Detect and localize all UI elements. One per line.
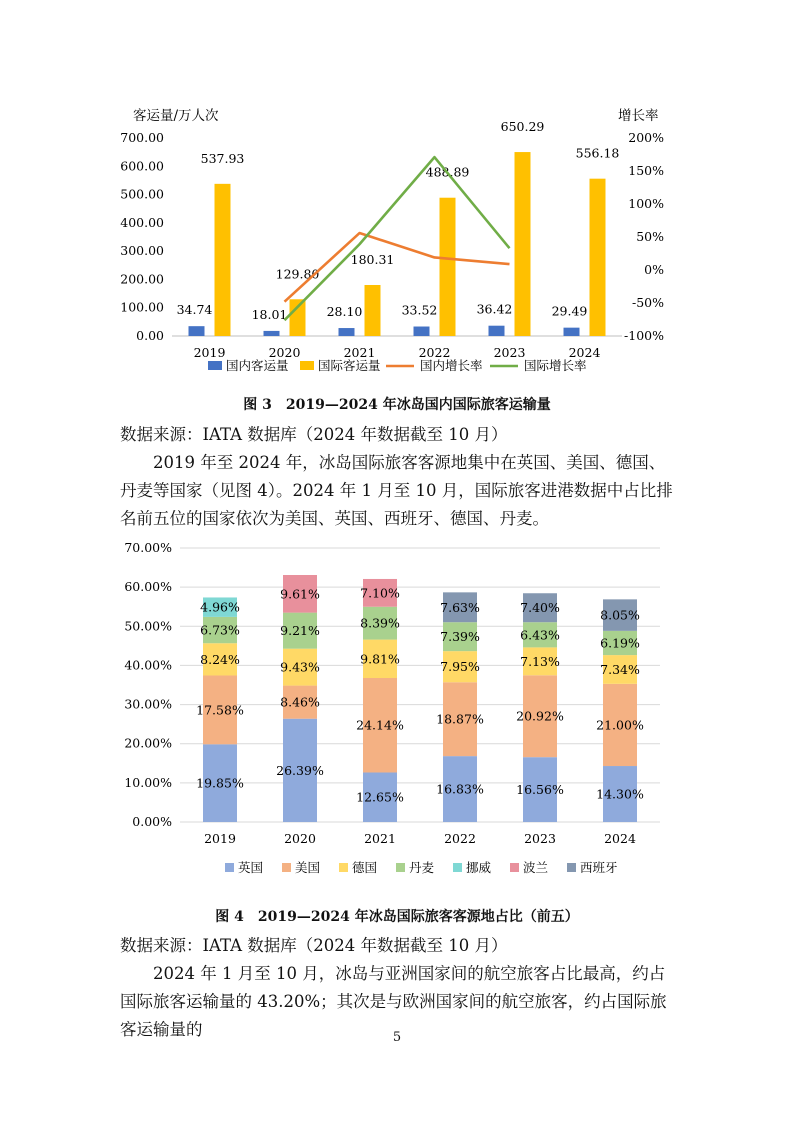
segment-value-label: 8.39% [360,615,400,631]
domestic-volume-bar [264,331,280,336]
y2-tick-label: 50% [636,229,664,244]
segment-value-label: 7.34% [600,661,640,677]
y2-tick-label: -50% [631,295,664,310]
domestic-volume-label: 36.42 [476,301,513,317]
y-tick-label: 70.00% [124,540,172,555]
segment-value-label: 16.56% [516,782,564,798]
legend-international-growth-label: 国际增长率 [524,358,587,373]
y-axis-title: 客运量/万人次 [133,108,219,124]
y2-axis-title: 增长率 [618,108,659,124]
legend-swatch-1 [282,863,291,872]
y2-tick-label: 100% [628,196,664,211]
segment-value-label: 20.92% [516,708,564,724]
segment-value-label: 8.46% [280,694,320,710]
international-volume-bar [215,184,231,336]
y-tick-label: 30.00% [124,696,172,712]
segment-value-label: 26.39% [276,762,324,778]
legend-swatch-4 [453,863,462,872]
y2-tick-label: 0% [644,262,664,277]
legend-label-5: 波兰 [523,860,549,875]
passenger-volume-chart [0,96,794,386]
segment-value-label: 16.83% [436,781,484,797]
y-tick-label: 20.00% [124,735,172,751]
segment-value-label: 7.40% [520,600,560,616]
segment-value-label: 7.10% [360,585,400,601]
x-tick-label: 2019 [193,345,226,360]
segment-value-label: 6.43% [520,627,560,643]
domestic-volume-label: 33.52 [401,302,438,318]
domestic-volume-label: 28.10 [326,304,363,320]
origin-share-chart [0,532,794,892]
segment-value-label: 9.61% [280,586,320,602]
domestic-volume-bar [414,327,430,336]
international-volume-label: 129.80 [275,266,320,282]
domestic-volume-label: 18.01 [251,306,288,322]
segment-value-label: 7.13% [520,653,560,669]
legend-swatch-2 [339,863,348,872]
legend-label-0: 英国 [238,860,264,875]
segment-value-label: 4.96% [200,599,240,615]
legend-swatch-5 [510,863,519,872]
legend-domestic-volume-label: 国内客运量 [226,358,289,373]
y2-tick-label: 150% [628,163,664,178]
legend-label-2: 德国 [352,860,378,875]
international-volume-label: 537.93 [200,150,245,166]
y-tick-label: 700.00 [120,130,164,145]
y-tick-label: 600.00 [120,158,164,174]
segment-value-label: 9.81% [360,651,400,667]
legend-domestic-growth-label: 国内增长率 [420,358,483,373]
y-tick-label: 400.00 [120,214,164,230]
x-tick-label: 2020 [268,345,301,360]
segment-value-label: 14.30% [596,786,644,802]
segment-value-label: 6.19% [600,635,640,651]
legend-label-3: 丹麦 [409,860,435,875]
segment-value-label: 9.21% [280,623,320,639]
y-tick-label: 500.00 [120,186,164,202]
domestic-volume-bar [339,328,355,336]
legend-swatch-3 [396,863,405,872]
segment-value-label: 19.85% [196,775,244,791]
y-tick-label: 200.00 [120,271,164,287]
segment-value-label: 18.87% [436,711,484,727]
legend-domestic-volume-swatch [208,361,222,370]
legend-international-volume-swatch [300,361,314,370]
international-volume-label: 180.31 [350,251,395,267]
x-tick-label: 2024 [604,831,636,846]
international-volume-bar [590,179,606,336]
x-tick-label: 2021 [364,831,396,846]
y-tick-label: 50.00% [124,618,172,634]
segment-value-label: 8.24% [200,651,240,667]
y-tick-label: 100.00 [120,299,164,315]
legend-international-volume-label: 国际客运量 [318,358,381,373]
domestic-volume-bar [564,328,580,336]
segment-value-label: 21.00% [596,717,644,733]
domestic-volume-bar [489,326,505,336]
x-tick-label: 2023 [493,345,526,360]
segment-value-label: 6.73% [200,622,240,638]
segment-value-label: 24.14% [356,717,404,733]
x-tick-label: 2021 [343,345,376,360]
x-tick-label: 2023 [524,831,556,846]
x-tick-label: 2022 [444,831,476,846]
international-volume-bar [365,285,381,336]
international-volume-bar [290,299,306,336]
legend-label-4: 挪威 [466,860,492,875]
international-volume-label: 556.18 [575,145,620,161]
paragraph-2: 2024 年 1 月至 10 月，冰岛与亚洲国家间的航空旅客占比最高，约占国际旅客运输量的 43.20%；其次是与欧洲国家间的航空旅客，约占国际旅客运输量的 [120,964,667,1039]
x-tick-label: 2019 [204,831,236,846]
legend-swatch-6 [567,863,576,872]
page-number: 5 [392,1030,402,1045]
segment-value-label: 12.65% [356,789,404,805]
y-tick-label: 0.00% [132,814,172,829]
international-volume-label: 650.29 [500,119,545,135]
segment-value-label: 7.39% [440,629,480,645]
figure-3-caption: 图 3 2019—2024 年冰岛国内国际旅客运输量 [243,397,551,413]
y-tick-label: 0.00 [136,328,164,343]
segment-value-label: 8.05% [600,607,640,623]
y-tick-label: 300.00 [120,243,164,259]
x-tick-label: 2022 [418,345,451,360]
segment-value-label: 9.43% [280,659,320,675]
international-growth-line [285,157,510,320]
y-tick-label: 60.00% [124,579,172,595]
international-volume-label: 488.89 [425,164,470,180]
segment-value-label: 7.63% [440,599,480,615]
domestic-volume-bar [189,326,205,336]
international-volume-bar [515,152,531,336]
domestic-volume-label: 29.49 [551,303,588,319]
x-tick-label: 2020 [284,831,316,846]
segment-value-label: 7.95% [440,659,480,675]
legend-swatch-0 [225,863,234,872]
y-tick-label: 40.00% [124,657,172,673]
x-tick-label: 2024 [568,345,601,360]
source-note-2: 数据来源：IATA 数据库（2024 年数据截至 10 月） [120,936,508,955]
y2-tick-label: 200% [628,130,664,145]
figure-4-caption: 图 4 2019—2024 年冰岛国际旅客客源地占比（前五） [215,909,579,925]
legend-label-1: 美国 [295,860,321,875]
domestic-volume-label: 34.74 [176,302,213,318]
y-tick-label: 10.00% [124,774,172,790]
segment-value-label: 17.58% [196,702,244,718]
y2-tick-label: -100% [624,328,664,343]
legend-label-6: 西班牙 [580,860,618,875]
source-note-1: 数据来源：IATA 数据库（2024 年数据截至 10 月） [120,425,508,444]
paragraph-1: 2019 年至 2024 年，冰岛国际旅客客源地集中在英国、美国、德国、丹麦等国家（见图 4）。2024 年 1 月至 10 月，国际旅客进港数据中占比排名前五位的国家依次为美国、英国、西班牙、德国、丹麦。 [120,453,673,528]
international-volume-bar [440,198,456,336]
